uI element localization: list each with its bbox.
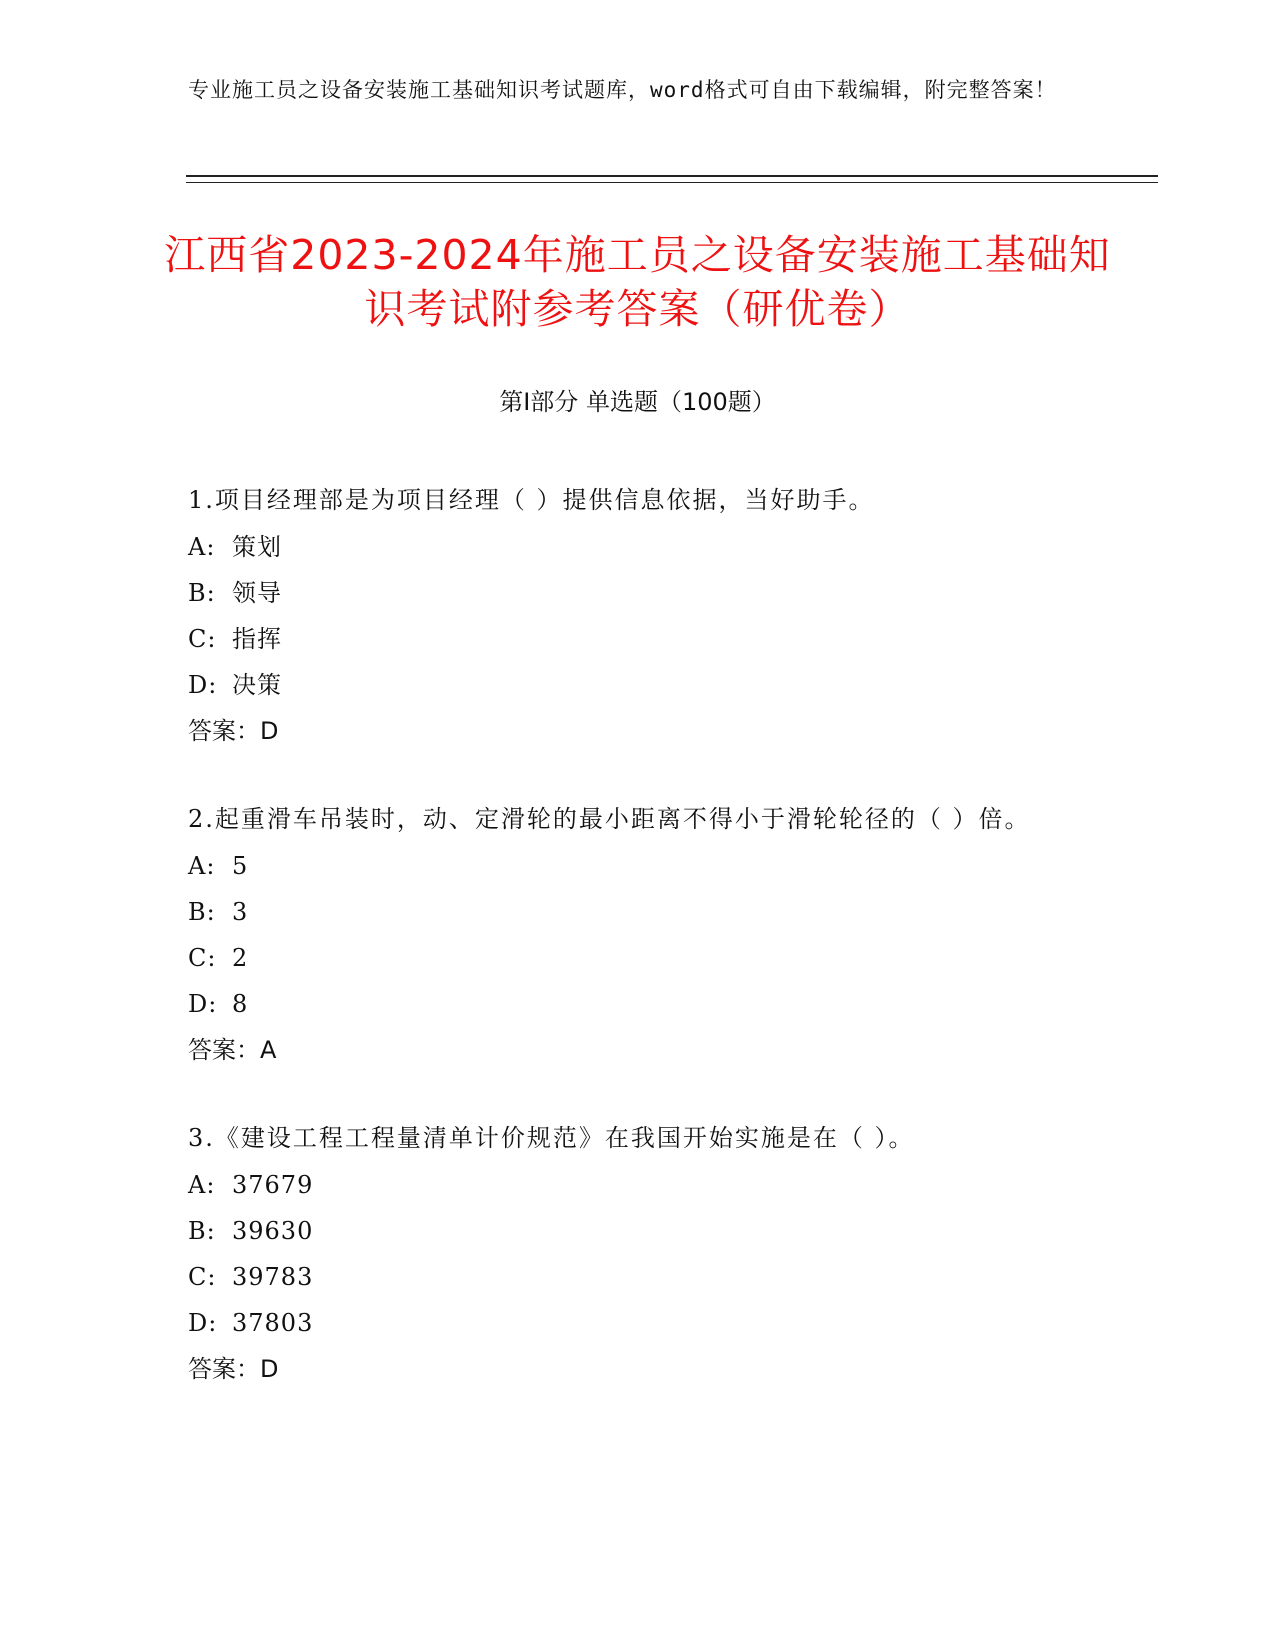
option-letter: B: [188,579,216,607]
option-text: 指挥 [232,625,282,653]
option-text: 8 [232,990,249,1018]
option-letter: C: [188,1263,217,1291]
answer-line: 答案：D [188,717,279,745]
option-b [188,570,1068,616]
option-letter: B: [188,1217,216,1245]
answer-line: 答案：A [188,1036,277,1064]
option-text: 39630 [232,1217,314,1245]
option-d [188,1300,1068,1346]
option-letter: C: [188,944,217,972]
header-note: 专业施工员之设备安装施工基础知识考试题库，word格式可自由下载编辑，附完整答案！ [188,78,1057,102]
option-c [188,1254,1068,1300]
option-letter: B: [188,898,216,926]
option-text: 39783 [232,1263,314,1291]
question-list [188,477,1068,1434]
option-text: 3 [232,898,249,926]
option-text: 37679 [232,1171,314,1199]
option-letter: A: [188,852,216,880]
question-stem: 2.起重滑车吊装时，动、定滑轮的最小距离不得小于滑轮轮径的（ ）倍。 [188,805,1031,833]
option-d [188,981,1068,1027]
option-c [188,616,1068,662]
question-stem: 1.项目经理部是为项目经理（ ）提供信息依据，当好助手。 [188,486,875,514]
question-stem: 3.《建设工程工程量清单计价规范》在我国开始实施是在（ ）。 [188,1124,915,1152]
option-a [188,843,1068,889]
option-letter: A: [188,1171,216,1199]
option-letter: C: [188,625,217,653]
option-letter: D: [188,990,218,1018]
answer-line: 答案：D [188,1355,279,1383]
option-a [188,524,1068,570]
header-divider-thin [186,182,1158,183]
option-b [188,1208,1068,1254]
document-title: 江西省2023-2024年施工员之设备安装施工基础知识考试附参考答案（研优卷） [164,231,1111,333]
option-letter: D: [188,1309,218,1337]
question-2 [188,796,1068,1073]
option-text: 决策 [232,671,282,699]
option-text: 2 [232,944,249,972]
option-letter: D: [188,671,218,699]
question-3 [188,1115,1068,1392]
option-letter: A: [188,533,216,561]
option-c [188,935,1068,981]
option-text: 37803 [232,1309,314,1337]
option-d [188,662,1068,708]
question-1 [188,477,1068,754]
option-a [188,1162,1068,1208]
option-b [188,889,1068,935]
header-divider-thick [186,175,1158,177]
option-text: 策划 [232,533,282,561]
section-title: 第I部分 单选题（100题） [499,388,776,416]
option-text: 领导 [232,579,282,607]
option-text: 5 [232,852,249,880]
